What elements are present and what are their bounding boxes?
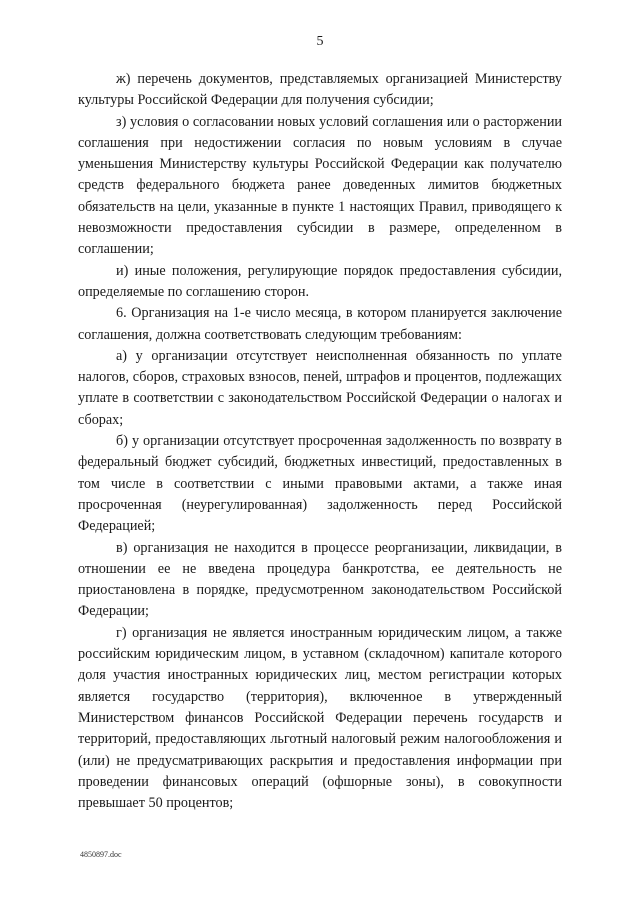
paragraph-item-zh: ж) перечень документов, представляемых организацией Министерству культуры Российской Федерации для получения субсидии; [78, 71, 562, 109]
paragraph-item-b: б) у организации отсутствует просроченная задолженность по возврату в федеральный бюджет субсидий, бюджетных инвестиций, предоставленных в том числе в соответствии с иными правовыми актами, а также иная просроченная (неурегулированная) задолженность перед Российской Федерацией; [78, 433, 562, 535]
paragraph-item-i: и) иные положения, регулирующие порядок предоставления субсидии, определяемые по соглашению сторон. [78, 262, 562, 300]
paragraph-item-a: а) у организации отсутствует неисполненная обязанность по уплате налогов, сборов, страховых взносов, пеней, штрафов и процентов, подлежащих уплате в соответствии с законодательством Российской Федерации о налогах и сборах; [78, 347, 562, 428]
paragraph-item-v: в) организация не находится в процессе реорганизации, ликвидации, в отношении ее не введена процедура банкротства, ее деятельность не приостановлена в порядке, предусмотренном законодательством Российской Федерации; [78, 539, 562, 620]
document-body [78, 69, 562, 814]
paragraph-item-z: з) условия о согласовании новых условий соглашения или о расторжении соглашения при недостижении согласия по новым условиям в случае уменьшения Министерству культуры Российской Федерации как получателю средств федерального бюджета ранее доведенных лимитов бюджетных обязательств на цели, указанные в пункте 1 настоящих Правил, приводящего к невозможности предоставления субсидии в размере, определенном в соглашении; [78, 113, 562, 258]
paragraph-item-g: г) организация не является иностранным юридическим лицом, а также российским юридическим лицом, в уставном (складочном) капитале которого доля участия иностранных юридических лиц, местом регистрации которых является государство (территория), включенное в утвержденный Министерством финансов Российской Федерации перечень государств и территорий, предоставляющих льготный налоговый режим налогообложения и (или) не предусматривающих раскрытия и предоставления информации при проведении финансовых операций (офшорные зоны), в совокупности превышает 50 процентов; [78, 624, 562, 812]
paragraph-section-6: 6. Организация на 1-е число месяца, в котором планируется заключение соглашения, должна соответствовать следующим требованиям: [78, 305, 562, 343]
document-code: 4850897.doc [80, 850, 122, 859]
page-number: 5 [316, 34, 324, 49]
